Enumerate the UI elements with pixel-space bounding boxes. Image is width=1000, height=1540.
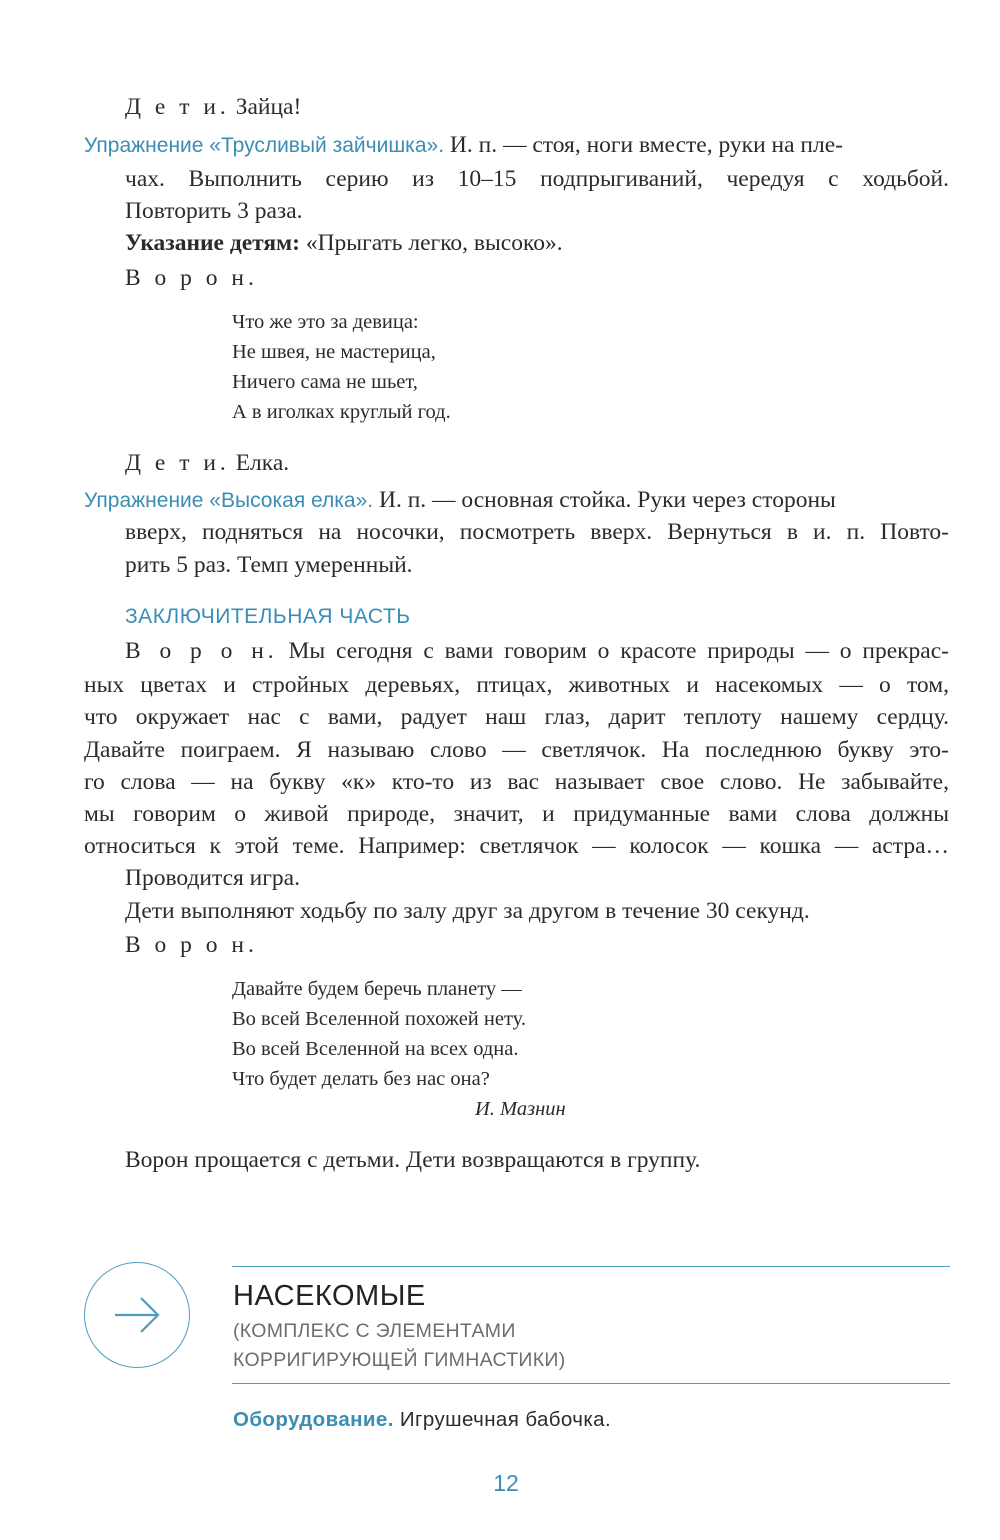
equipment-label: Оборудование. xyxy=(233,1408,394,1431)
dialogue-line xyxy=(125,94,301,121)
divider-bottom xyxy=(232,1383,950,1384)
exercise-2-line-3: рить 5 раз. Темп умеренный. xyxy=(125,552,413,578)
dialogue-text: Зайца! xyxy=(229,94,302,120)
final-line-6: мы говорим о живой природе, значит, и придуманные вами слова должны xyxy=(84,801,949,827)
poem-1-line: Ничего сама не шьет, xyxy=(232,371,418,393)
poem-2-line: Что будет делать без нас она? xyxy=(232,1068,490,1090)
dialogue-text: Елка. xyxy=(229,450,290,476)
final-line-3: что окружает нас с вами, радует наш глаз, дарит теплоту нашему сердцу. xyxy=(84,704,949,730)
final-line-1 xyxy=(125,638,949,665)
farewell-line: Ворон прощается с детьми. Дети возвращаются в группу. xyxy=(125,1147,701,1173)
speaker-voron: В о р о н. xyxy=(125,265,258,291)
exercise-1-label: Упражнение «Трусливый зайчишка». xyxy=(84,134,445,157)
final-text: Мы сегодня с вами говорим о красоте природы — о прекрас- xyxy=(277,638,949,664)
exercise-2-line-2: вверх, подняться на носочки, посмотреть вверх. Вернуться в и. п. Повто- xyxy=(125,519,949,545)
final-line-4: Давайте поиграем. Я называю слово — светлячок. На последнюю букву это- xyxy=(84,737,949,763)
poem-1-line: Что же это за девица: xyxy=(232,311,419,333)
exercise-2-label: Упражнение «Высокая елка». xyxy=(84,489,374,512)
exercise-1-line-3: Повторить 3 раза. xyxy=(125,198,303,224)
speaker: Д е т и. xyxy=(125,450,230,476)
exercise-2-line-1 xyxy=(84,487,836,514)
poem-1-line: А в иголках круглый год. xyxy=(232,401,451,423)
exercise-1-line-2: чах. Выполнить серию из 10–15 подпрыгиваний, чередуя с ходьбой. xyxy=(125,166,949,192)
arrow-right-icon xyxy=(85,1263,189,1367)
poem-2-line: Во всей Вселенной похожей нету. xyxy=(232,1008,526,1030)
complex-subtitle-1: (КОМПЛЕКС С ЭЛЕМЕНТАМИ xyxy=(233,1320,516,1342)
poem-1-line: Не швея, не мастерица, xyxy=(232,341,436,363)
poem-2-line: Во всей Вселенной на всех одна. xyxy=(232,1038,519,1060)
final-walk-line: Дети выполняют ходьбу по залу друг за другом в течение 30 секунд. xyxy=(125,898,810,924)
page-number: 12 xyxy=(493,1470,519,1496)
exercise-2-text: И. п. — основная стойка. Руки через стороны xyxy=(373,487,836,513)
final-line-5: го слова — на букву «к» кто-то из вас называет свое слово. Не забывайте, xyxy=(84,769,949,795)
speaker-voron: В о р о н. xyxy=(125,932,258,958)
final-line-2: ных цветах и стройных деревьях, птицах, животных и насекомых — о том, xyxy=(84,672,949,698)
arrow-circle xyxy=(84,1262,190,1368)
hint-line xyxy=(125,230,563,257)
section-heading: ЗАКЛЮЧИТЕЛЬНАЯ ЧАСТЬ xyxy=(125,605,411,628)
exercise-1-line-1 xyxy=(84,132,843,159)
hint-label: Указание детям: xyxy=(125,230,300,256)
equipment-text: Игрушечная бабочка. xyxy=(393,1408,612,1431)
poem-author: И. Мазнин xyxy=(475,1098,566,1120)
hint-text: «Прыгать легко, высоко». xyxy=(299,230,563,256)
final-game-line: Проводится игра. xyxy=(125,865,300,891)
speaker: Д е т и. xyxy=(125,94,230,120)
divider-top xyxy=(232,1266,950,1267)
equipment-line xyxy=(233,1408,611,1432)
complex-title: НАСЕКОМЫЕ xyxy=(233,1280,426,1312)
dialogue-line xyxy=(125,450,289,477)
exercise-1-text: И. п. — стоя, ноги вместе, руки на пле- xyxy=(444,132,843,158)
poem-2-line: Давайте будем беречь планету — xyxy=(232,978,522,1000)
complex-subtitle-2: КОРРИГИРУЮЩЕЙ ГИМНАСТИКИ) xyxy=(233,1349,566,1371)
final-line-7: относиться к этой теме. Например: светлячок — колосок — кошка — астра… xyxy=(84,833,949,859)
speaker: В о р о н. xyxy=(125,638,278,664)
